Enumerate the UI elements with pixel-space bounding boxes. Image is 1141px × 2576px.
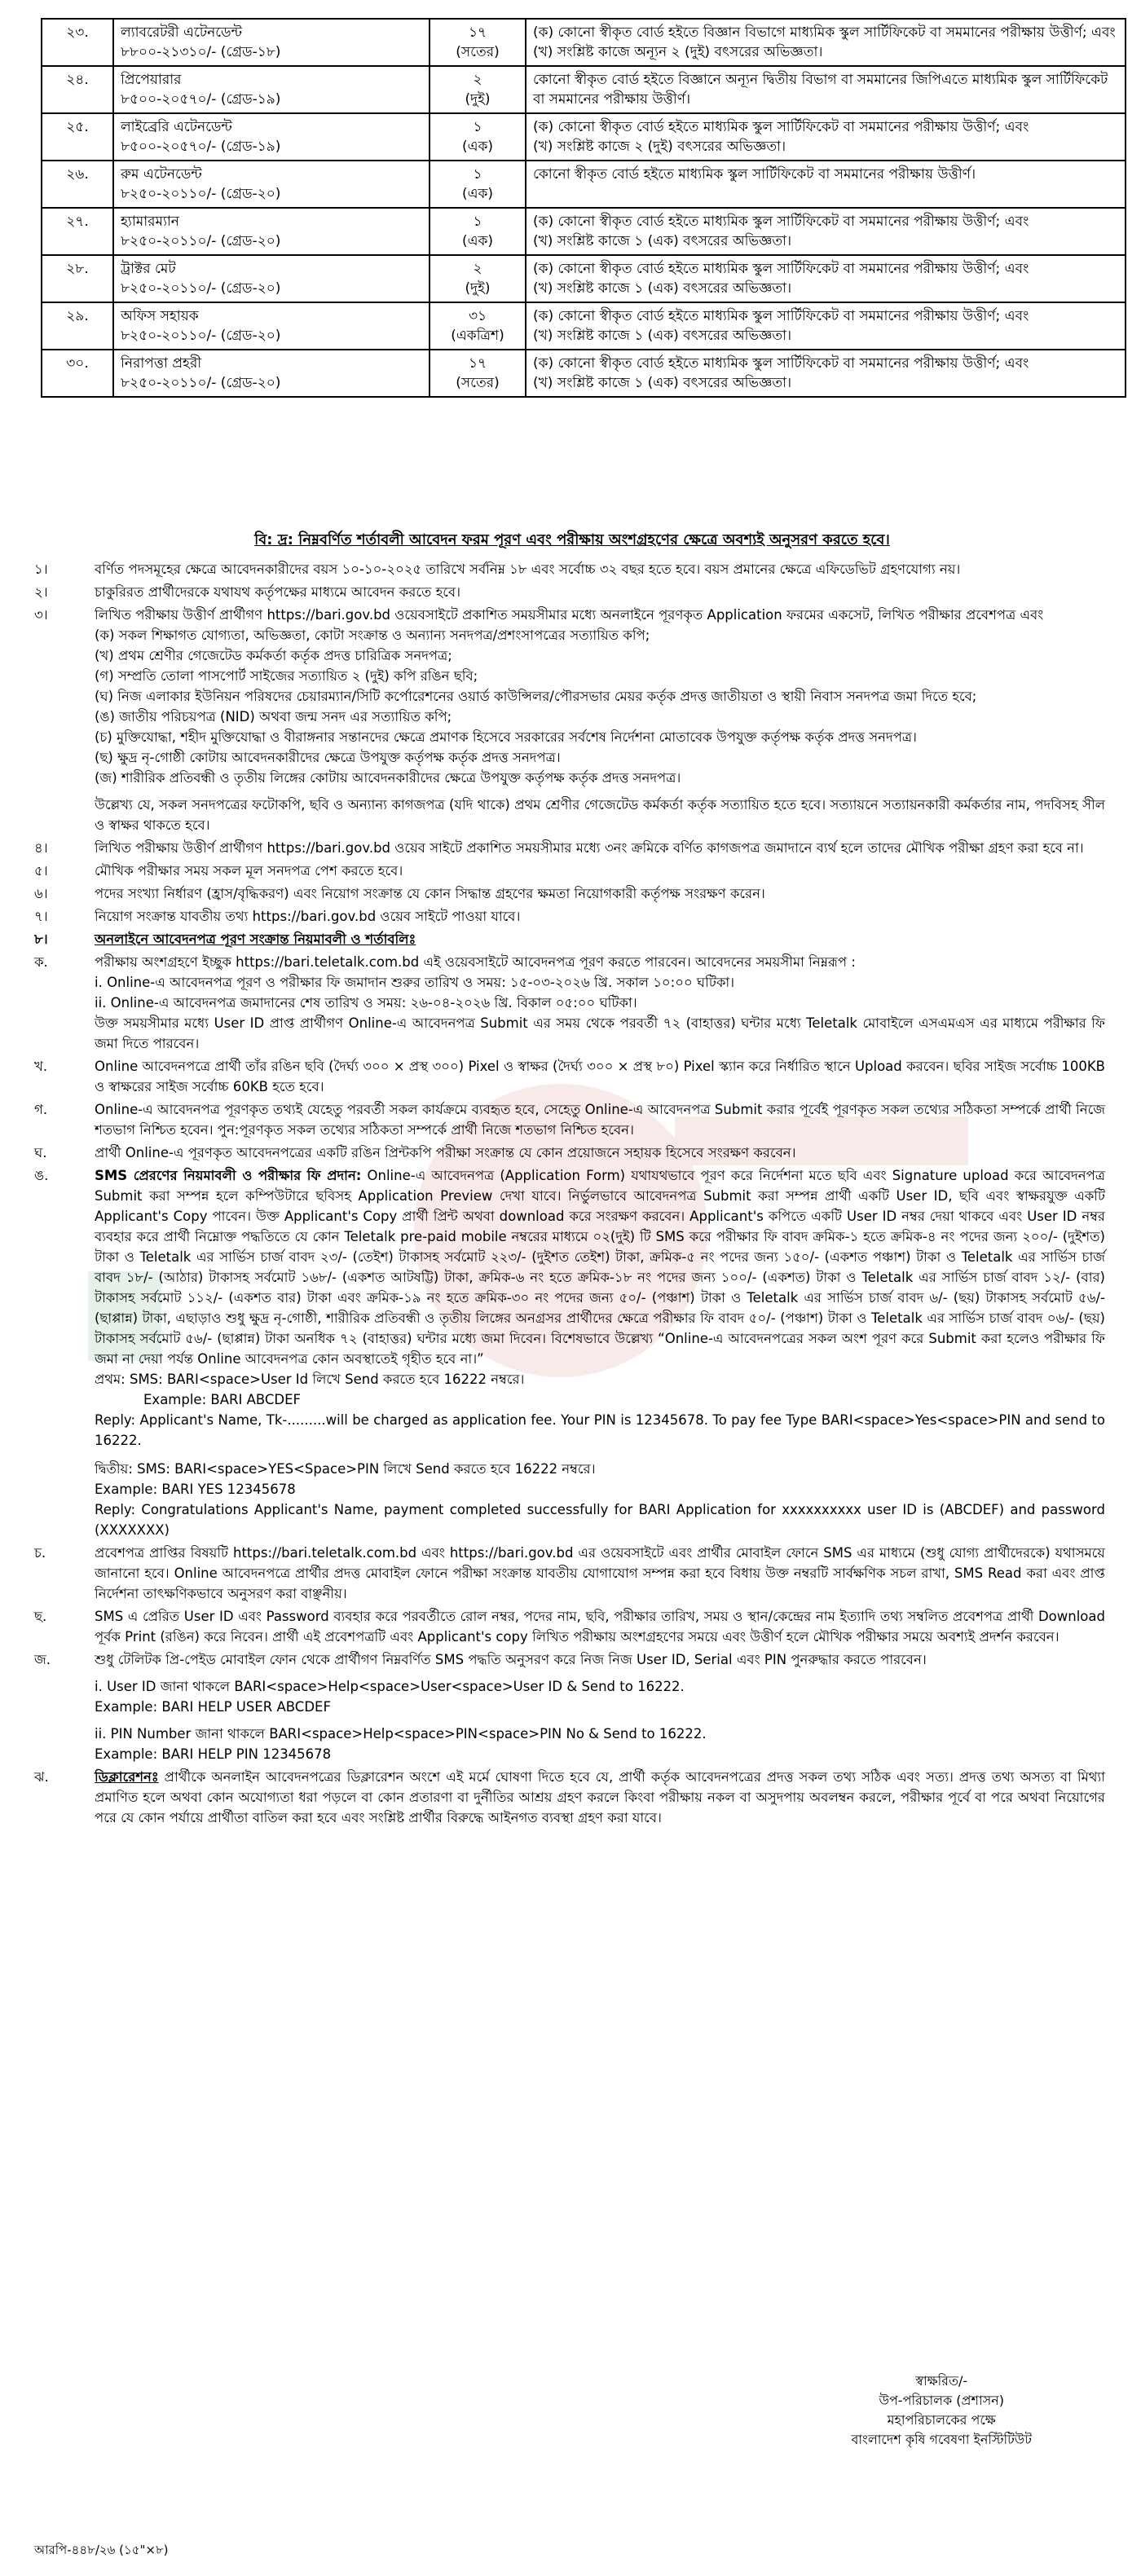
- rule-7: ৭। নিয়োগ সংক্রান্ত যাবতীয় তথ্য https://bari.gov.bd ওয়েব সাইটে পাওয়া যাবে।: [34, 909, 521, 924]
- pay-scale: ৮২৫০-২০১১০/- (গ্রেড-২০): [121, 280, 281, 297]
- qualification: (খ) সংশ্লিষ্ট কাজে ১ (এক) বৎসরের অভিজ্ঞতা।: [533, 233, 792, 249]
- post-name: প্রিপেয়ারার: [121, 72, 182, 88]
- pay-scale: ৮২৫০-২০১১০/- (গ্রেড-২০): [121, 328, 281, 344]
- rule-8-k: ক. পরীক্ষায় অংশগ্রহণে ইচ্ছুক https://bari.teletalk.com.bd এই ওয়েবসাইটে আবেদনপত্র পূরণ করতে পারবেন। আবেদনের সময়সীমা নিম্নরূপ : i. Online-এ আবেদনপত্র পূরণ ও পরীক্ষার ফি জমাদান শুরুর তারিখ ও সময়: ১৫-০৩-২০২৬ খ্রি. সকাল ১০:০০ ঘটিকা। ii. Online-এ আবেদনপত্র জমাদানের শেষ তারিখ ও সময়: ২৬-০৪-২০২৬ খ্রি. বিকাল ০৫:০০ ঘটিকা। উক্ত সময়সীমার মধ্যে User ID প্রাপ্ত প্রার্থীগণ Online-এ আবেদনপত্র Submit এর সময় থেকে পরবর্তী ৭২ (বাহাত্তর) ঘন্টার মধ্যে Teletalk মোবাইলে এসএমএস এর মাধ্যমে পরীক্ষার ফি জমা দিতে পারবেন।: [34, 954, 1105, 1051]
- rule-3-item: (ক) সকল শিক্ষাগত যোগ্যতা, অভিজ্ঞতা, কোটা সংক্রান্ত ও অন্যান্য সনদপত্র/প্রশংসাপত্রের সত্যায়িত কপি;: [95, 627, 650, 643]
- post-count: ১৭: [468, 355, 487, 372]
- post-count-words: (দুই): [465, 280, 491, 297]
- table-row: [42, 208, 1126, 255]
- qualification: কোনো স্বীকৃত বোর্ড হইতে মাধ্যমিক স্কুল সার্টিফিকেট বা সমমানের পরীক্ষায় উত্তীর্ণ।: [533, 166, 976, 183]
- rule-8-jh: ঝ. ডিক্লারেশনঃ প্রার্থীকে অনলাইন আবেদনপত্রের ডিক্লারেশন অংশে এই মর্মে ঘোষণা দিতে হবে যে, প্রার্থী কর্তৃক আবেদনপত্রের প্রদত্ত সকল তথ্য সঠিক এবং সত্য। প্রদত্ত তথ্য অসত্য বা মিথ্যা প্রমাণিত হলে অথবা কোন অযোগ্যতা ধরা পড়লে বা কোন প্রতারণা বা দুর্নীতির আশ্রয় গ্রহণ করলে কিংবা পরীক্ষায় নকল বা অসুদপায় অবলম্বন করলে, পরীক্ষার পূর্বে বা পরে অথবা নিয়োগের পরে যে কোন পর্যায়ে প্রার্থীতা বাতিল করা হবে এবং সংশ্লিষ্ট প্রার্থীর বিরুদ্ধে আইনগত ব্যবস্থা গ্রহণ করা যাবে।: [34, 1769, 1105, 1825]
- table-row: [42, 255, 1126, 302]
- post-name: ল্যাবরেটরী এটেনডেন্ট: [121, 24, 242, 41]
- pay-scale: ৮২৫০-২০১১০/- (গ্রেড-২০): [121, 186, 281, 202]
- serial-number: ২৬.: [66, 166, 89, 183]
- rule-3-item: (চ) মুক্তিযোদ্ধা, শহীদ মুক্তিযোদ্ধা ও বীরাঙ্গনার সন্তানদের ক্ষেত্রে প্রমাণক হিসেবে সরকারের সর্বশেষ নির্দেশনা মোতাবেক উপযুক্ত কর্তৃপক্ষ কর্তৃক প্রদত্ত সনদপত্র।: [95, 729, 917, 745]
- post-name: অফিস সহায়ক: [121, 308, 199, 324]
- posts-table: [41, 18, 1126, 398]
- table-row: [42, 302, 1126, 350]
- rule-3-item: (ছ) ক্ষুদ্র নৃ-গোষ্ঠী কোটায় আবেদনকারীদের ক্ষেত্রে উপযুক্ত কর্তৃপক্ষ কর্তৃক প্রদত্ত সনদপত্র।: [95, 750, 561, 765]
- rule-2: ২। চাকুরিরত প্রার্থীদেরকে যথাযথ কর্তৃপক্ষের মাধ্যমে আবেদন করতে হবে।: [34, 584, 460, 600]
- rule-3-item: (জ) শারীরিক প্রতিবন্ধী ও তৃতীয় লিঙ্গের কোটায় আবেদনকারীদের ক্ষেত্রে উপযুক্ত কর্তৃপক্ষ কর্তৃক প্রদত্ত সনদপত্র।: [95, 770, 681, 786]
- post-name: নিরাপত্তা প্রহরী: [121, 355, 202, 372]
- table-row: [42, 161, 1126, 208]
- rule-8-ng: ঙ. SMS প্রেরণের নিয়মাবলী ও পরীক্ষার ফি প্রদান: Online-এ আবেদনপত্র (Application Form) যথাযথভাবে পূরণ করে নির্দেশনা মতে ছবি এবং Signature upload করে আবেদনপত্র Submit করা সম্পন্ন হলে কম্পিউটারে ছবিসহ Application Preview দেখা যাবে। নির্ভুলভাবে আবেদনপত্র Submit করা সম্পন্ন প্রার্থী একটি User ID, ছবি এবং স্বাক্ষরযুক্ত একটি Applicant's Copy পাবেন। উক্ত Applicant's Copy প্রার্থী প্রিন্ট অথবা download করে সংরক্ষণ করবেন। Applicant's কপিতে একটি User ID নম্বর দেয়া থাকবে এবং User ID নম্বর ব্যবহার করে প্রার্থী নিম্নোক্ত পদ্ধতিতে যে কোন Teletalk pre-paid mobile নম্বরের মাধ্যমে ০২(দুই) টি SMS করে পরীক্ষার ফি বাবদ ক্রমিক-১ হতে ক্রমিক-৪ নং পদের জন্য ২০০/- (দুইশত) টাকা ও Teletalk এর সার্ভিস চার্জ বাবদ ২৩/- (তেইশ) টাকাসহ সর্বমোট ২২৩/- (দুইশত তেইশ) টাকা, ক্রমিক-৫ নং পদের জন্য ১৫০/- (একশত পঞ্চাশ) টাকা ও Teletalk এর সার্ভিস চার্জ বাবদ ১৮/- (আঠার) টাকাসহ সর্বমোট ১৬৮/- (একশত আটষট্টি) টাকা, ক্রমিক-৬ নং হতে ক্রমিক-১৮ নং পদের জন্য ১০০/- (একশত) টাকা ও Teletalk এর সার্ভিস চার্জ বাবদ ১২/- (বার) টাকাসহ সর্বমোট ১১২/- (একশত বার) টাকা এবং ক্রমিক-১৯ নং হতে ক্রমিক-৩০ নং পদের জন্য ৫০/- (পঞ্চাশ) টাকা ও Teletalk এর সার্ভিস চার্জ বাবদ ৬/- (ছয়) টাকাসহ সর্বমোট ৫৬/- (ছাপ্পান্ন) টাকা, এছাড়াও শুধু ক্ষুদ্র নৃ-গোষ্ঠী, শারীরিক প্রতিবন্ধী ও তৃতীয় লিঙ্গের অনগ্রসর প্রার্থীদের ক্ষেত্রে পরীক্ষার ফি বাবদ ৫০/- (পঞ্চাশ) টাকা ও Teletalk এর সার্ভিস চার্জ বাবদ ০৬/- (ছয়) টাকাসহ সর্বমোট ৫৬/- (ছাপ্পান্ন) টাকা অনধিক ৭২ (বাহাত্তর) ঘন্টার মধ্যে জমা দিবেন। বিশেষভাবে উল্লেখ্য “Online-এ আবেদনপত্রের সকল অংশ পূরণ করে Submit করা হলেও পরীক্ষার ফি জমা না দেয়া পর্যন্ত Online আবেদনপত্র কোন অবস্থাতেই গৃহীত হবে না।” প্রথম: SMS: BARI<space>User Id লিখে Send করতে হবে 16222 নম্বরে। Example: BARI ABCDEF Reply: Applicant's Name, Tk-.........will be charged as application fee. Your PIN is 12345678. To pay fee Type BARI<space>Yes<space>PIN and send to 16222. দ্বিতীয়: SMS: BARI<space>YES<Space>PIN লিখে Send করতে হবে 16222 নম্বরে। Example: BARI YES 12345678 Reply: Congratulations Applicant's Name, payment completed successfully for BARI Application for xxxxxxxxxx user ID is (ABCDEF) and password (XXXXXXX): [34, 1168, 1105, 1538]
- pay-scale: ৮২৫০-২০১১০/- (গ্রেড-২০): [121, 375, 281, 391]
- post-count-words: (এক): [461, 233, 494, 249]
- table-row: [42, 113, 1126, 161]
- serial-number: ২৯.: [66, 308, 89, 324]
- rule-8-g: গ. Online-এ আবেদনপত্র পূরণকৃত তথ্যই যেহেতু পরবর্তী সকল কার্যক্রমে ব্যবহৃত হবে, সেহেতু Online-এ আবেদনপত্র Submit করার পূর্বেই পূরণকৃত সকল তথ্যের সঠিকতা সম্পর্কে প্রার্থী নিজে শতভাগ নিশ্চিত হবেন। পুন:পূরণকৃত সকল তথ্যের সঠিকতা সম্পর্কে প্রার্থী নিজে শতভাগ নিশ্চিত হবেন।: [34, 1102, 1105, 1138]
- qualification: (ক) কোনো স্বীকৃত বোর্ড হইতে মাধ্যমিক স্কুল সার্টিফিকেট বা সমমানের পরীক্ষায় উত্তীর্ণ; এবং: [533, 214, 1029, 230]
- post-count-words: (সতের): [456, 375, 500, 391]
- rule-8: ৮। অনলাইনে আবেদনপত্র পূরণ সংক্রান্ত নিয়মাবলী ও শর্তাবলিঃ: [34, 931, 416, 947]
- pay-scale: ৮৫০০-২০৫৭০/- (গ্রেড-১৯): [121, 139, 281, 155]
- qualification: (ক) কোনো স্বীকৃত বোর্ড হইতে মাধ্যমিক স্কুল সার্টিফিকেট বা সমমানের পরীক্ষায় উত্তীর্ণ; এবং: [533, 355, 1029, 372]
- post-count: ২: [473, 72, 482, 88]
- post-count: ২: [473, 261, 482, 277]
- pay-scale: ৮৫০০-২০৫৭০/- (গ্রেড-১৯): [121, 91, 281, 108]
- post-count: ১: [473, 166, 482, 183]
- rule-3-note: উল্লেখ্য যে, সকল সনদপত্রের ফটোকপি, ছবি ও অন্যান্য কাগজপত্র (যদি থাকে) প্রথম শ্রেণীর গেজেটেড কর্মকর্তা কর্তৃক সত্যায়িত হতে হবে। সত্যায়নে সত্যায়নকারী কর্মকর্তার নাম, পদবিসহ সীল ও স্বাক্ষর থাকতে হবে।: [95, 797, 1105, 833]
- qualification: (খ) সংশ্লিষ্ট কাজে ১ (এক) বৎসরের অভিজ্ঞতা।: [533, 280, 792, 297]
- post-count-words: (দুই): [465, 91, 491, 108]
- rules-section: [23, 559, 1121, 1830]
- post-count: ১৭: [468, 24, 487, 41]
- notice-page: [23, 0, 1121, 2576]
- pay-scale: ৮২৫০-২০১১০/- (গ্রেড-২০): [121, 233, 281, 249]
- rule-3-item: (ঙ) জাতীয় পরিচয়পত্র (NID) অথবা জন্ম সনদ এর সত্যায়িত কপি;: [95, 709, 452, 724]
- post-count-words: (একত্রিশ): [451, 328, 504, 344]
- serial-number: ২৭.: [66, 214, 89, 230]
- qualification: (খ) সংশ্লিষ্ট কাজে ১ (এক) বৎসরের অভিজ্ঞতা।: [533, 328, 792, 344]
- rule-8-kh: খ. Online আবেদনপত্রে প্রার্থী তাঁর রঙিন ছবি (দৈর্ঘ্য ৩০০ × প্রস্থ ৩০০) Pixel ও স্বাক্ষর (দৈর্ঘ্য ৩০০ × প্রস্থ ৮০) Pixel স্ক্যান করে নির্ধারিত স্থানে Upload করবেন। ছবির সাইজ সর্বোচ্চ 100KB ও স্বাক্ষরের সাইজ সর্বোচ্চ 60KB হতে হবে।: [34, 1059, 1105, 1094]
- post-name: রুম এটেনডেন্ট: [121, 166, 202, 183]
- post-name: লাইব্রেরি এটেনডেন্ট: [121, 119, 232, 135]
- qualification: কোনো স্বীকৃত বোর্ড হইতে বিজ্ঞানে অন্যূন দ্বিতীয় বিভাগ বা সমমানের জিপিএতে মাধ্যমিক স্কুল সার্টিফিকেট বা সমমানের পরীক্ষায় উত্তীর্ণ।: [533, 72, 1108, 108]
- qualification: (খ) সংশ্লিষ্ট কাজে অন্যূন ২ (দুই) বৎসরের অভিজ্ঞতা।: [533, 44, 823, 60]
- pay-scale: ৮৮০০-২১৩১০/- (গ্রেড-১৮): [121, 44, 281, 60]
- rule-6: ৬। পদের সংখ্যা নির্ধারণ (হ্রাস/বৃদ্ধিকরণ) এবং নিয়োগ সংক্রান্ত যে কোন সিদ্ধান্ত গ্রহণের ক্ষমতা নিয়োগকারী কর্তৃপক্ষ সংরক্ষণ করেন।: [34, 886, 765, 901]
- qualification: (ক) কোনো স্বীকৃত বোর্ড হইতে বিজ্ঞান বিভাগে মাধ্যমিক স্কুল সার্টিফিকেট বা সমমানের পরীক্ষায় উত্তীর্ণ; এবং: [533, 24, 1116, 41]
- rule-8-chh: ছ. SMS এ প্রেরিত User ID এবং Password ব্যবহার করে পরবর্তীতে রোল নম্বর, পদের নাম, ছবি, পরীক্ষার তারিখ, সময় ও স্থান/কেন্দ্রের নাম ইত্যাদি তথ্য সম্বলিত প্রবেশপত্র প্রার্থী Download পূর্বক Print (রঙিন) করে নিবেন। প্রার্থী এই প্রবেশপত্রটি এবং Applicant's copy লিখিত পরীক্ষায় অংশগ্রহণের সময়ে এবং উত্তীর্ণ হলে মৌখিক পরীক্ষার সময়ে অবশ্যই প্রদর্শন করবেন।: [34, 1609, 1105, 1645]
- rule-8-ch: চ. প্রবেশপত্র প্রাপ্তির বিষয়টি https://bari.teletalk.com.bd এবং https://bari.gov.bd এর ওয়েবসাইটে এবং প্রার্থীর মোবাইল ফোনে SMS এর মাধ্যমে (শুধু যোগ্য প্রার্থীদেরকে) যথাসময়ে জানানো হবে। Online আবেদনপত্রে প্রার্থীর প্রদত্ত মোবাইল ফোনে পরীক্ষা সংক্রান্ত যাবতীয় যোগাযোগ সম্পন্ন করা হবে বিধায় উক্ত নম্বরটি সার্বক্ষণিক সচল রাখা, SMS Read করা এবং প্রাপ্ত নির্দেশনা তাৎক্ষণিকভাবে অনুসরণ করা বাঞ্ছনীয়।: [34, 1545, 1105, 1601]
- post-name: ট্রাক্টর মেট: [121, 261, 176, 277]
- table-row: [42, 350, 1126, 397]
- table-row: [42, 19, 1126, 66]
- rule-3-item: (খ) প্রথম শ্রেণীর গেজেটেড কর্মকর্তা কর্তৃক প্রদত্ত চারিত্রিক সনদপত্র;: [95, 648, 452, 663]
- rule-8-j: জ. শুধু টেলিটক প্রি-পেইড মোবাইল ফোন থেকে প্রার্থীগণ নিম্নবর্ণিত SMS পদ্ধতি অনুসরণ করে নিজ নিজ User ID, Serial এবং PIN পুনরুদ্ধার করতে পারবেন। i. User ID জানা থাকলে BARI<space>Help<space>User<space>User ID & Send to 16222. Example: BARI HELP USER ABCDEF ii. PIN Number জানা থাকলে BARI<space>Help<space>PIN<space>PIN No & Send to 16222. Example: BARI HELP PIN 12345678: [34, 1652, 927, 1762]
- rule-1: ১। বর্ণিত পদসমূহের ক্ষেত্রে আবেদনকারীদের বয়স ১০-১০-২০২৫ তারিখে সর্বনিম্ন ১৮ এবং সর্বোচ্চ ৩২ বছর হতে হবে। বয়স প্রমানের ক্ষেত্রে এফিডেভিট গ্রহণযোগ্য নয়।: [34, 561, 961, 577]
- serial-number: ২৩.: [66, 24, 89, 41]
- post-count-words: (সতের): [456, 44, 500, 60]
- serial-number: ২৪.: [66, 72, 89, 88]
- post-count-words: (এক): [461, 139, 494, 155]
- qualification: (ক) কোনো স্বীকৃত বোর্ড হইতে মাধ্যমিক স্কুল সার্টিফিকেট বা সমমানের পরীক্ষায় উত্তীর্ণ; এবং: [533, 261, 1029, 277]
- rule-8-gh: ঘ. প্রার্থী Online-এ পূরণকৃত আবেদনপত্রের একটি রঙিন প্রিন্টকপি পরীক্ষা সংক্রান্ত যে কোন প্রয়োজনে সহায়ক হিসেবে সংরক্ষণ করবেন।: [34, 1145, 796, 1160]
- post-count-words: (এক): [461, 186, 494, 202]
- qualification: (খ) সংশ্লিষ্ট কাজে ১ (এক) বৎসরের অভিজ্ঞতা।: [533, 375, 792, 391]
- rule-3: ৩। লিখিত পরীক্ষায় উত্তীর্ণ প্রার্থীগণ https://bari.gov.bd ওয়েবসাইটে প্রকাশিত সময়সীমার মধ্যে অনলাইনে পূরণকৃত Application ফরমের একসেট, লিখিত পরীক্ষার প্রবেশপত্র এবং (ক) সকল শিক্ষাগত যোগ্যতা, অভিজ্ঞতা, কোটা সংক্রান্ত ও অন্যান্য সনদপত্র/প্রশংসাপত্রের সত্যায়িত কপি; (খ) প্রথম শ্রেণীর গেজেটেড কর্মকর্তা কর্তৃক প্রদত্ত চারিত্রিক সনদপত্র; (গ) সম্প্রতি তোলা পাসপোর্ট সাইজের সত্যায়িত ২ (দুই) কপি রঙিন ছবি; (ঘ) নিজ এলাকার ইউনিয়ন পরিষদের চেয়ারম্যান/সিটি কর্পোরেশনের ওয়ার্ড কাউন্সিলর/পৌরসভার মেয়র কর্তৃক প্রদত্ত জাতীয়তা ও স্থায়ী নিবাস সনদপত্র জমা দিতে হবে; (ঙ) জাতীয় পরিচয়পত্র (NID) অথবা জন্ম সনদ এর সত্যায়িত কপি; (চ) মুক্তিযোদ্ধা, শহীদ মুক্তিযোদ্ধা ও বীরাঙ্গনার সন্তানদের ক্ষেত্রে প্রমাণক হিসেবে সরকারের সর্বশেষ নির্দেশনা মোতাবেক উপযুক্ত কর্তৃপক্ষ কর্তৃক প্রদত্ত সনদপত্র। (ছ) ক্ষুদ্র নৃ-গোষ্ঠী কোটায় আবেদনকারীদের ক্ষেত্রে উপযুক্ত কর্তৃপক্ষ কর্তৃক প্রদত্ত সনদপত্র। (জ) শারীরিক প্রতিবন্ধী ও তৃতীয় লিঙ্গের কোটায় আবেদনকারীদের ক্ষেত্রে উপযুক্ত কর্তৃপক্ষ কর্তৃক প্রদত্ত সনদপত্র। উল্লেখ্য যে, সকল সনদপত্রের ফটোকপি, ছবি ও অন্যান্য কাগজপত্র (যদি থাকে) প্রথম শ্রেণীর গেজেটেড কর্মকর্তা কর্তৃক সত্যায়িত হতে হবে। সত্যায়নে সত্যায়নকারী কর্মকর্তার নাম, পদবিসহ সীল ও স্বাক্ষর থাকতে হবে।: [23, 605, 1121, 835]
- notice-title: বি: দ্র: নিম্নবর্ণিত শর্তাবলী আবেদন ফরম পূরণ এবং পরীক্ষায় অংশগ্রহণের ক্ষেত্রে অবশ্যই অনুসরণ করতে হবে।: [254, 531, 890, 548]
- rule-3-item: (গ) সম্প্রতি তোলা পাসপোর্ট সাইজের সত্যায়িত ২ (দুই) কপি রঙিন ছবি;: [95, 668, 478, 684]
- rule-5: ৫। মৌখিক পরীক্ষার সময় সকল মূল সনদপত্র পেশ করতে হবে।: [34, 863, 403, 878]
- rule-3-item: (ঘ) নিজ এলাকার ইউনিয়ন পরিষদের চেয়ারম্যান/সিটি কর্পোরেশনের ওয়ার্ড কাউন্সিলর/পৌরসভার মেয়র কর্তৃক প্রদত্ত জাতীয়তা ও স্থায়ী নিবাস সনদপত্র জমা দিতে হবে;: [95, 689, 977, 704]
- post-count: ১: [473, 214, 482, 230]
- qualification: (খ) সংশ্লিষ্ট কাজে ২ (দুই) বৎসরের অভিজ্ঞতা।: [533, 139, 786, 155]
- qualification: (ক) কোনো স্বীকৃত বোর্ড হইতে মাধ্যমিক স্কুল সার্টিফিকেট বা সমমানের পরীক্ষায় উত্তীর্ণ; এবং: [533, 308, 1029, 324]
- serial-number: ৩০.: [66, 355, 89, 372]
- serial-number: ২৮.: [66, 261, 89, 277]
- table-row: [42, 66, 1126, 113]
- post-count: ১: [473, 119, 482, 135]
- print-code: আরপি-৪৪৮/২৬ (১৫"×৮): [34, 2543, 169, 2557]
- signature-block: স্বাক্ষরিত/- উপ-পরিচালক (প্রশাসন) মহাপরিচালকের পক্ষে বাংলাদেশ কৃষি গবেষণা ইনস্টিটিউট: [851, 2373, 1032, 2447]
- serial-number: ২৫.: [66, 119, 89, 135]
- post-name: হ্যামারম্যান: [121, 214, 179, 230]
- qualification: (ক) কোনো স্বীকৃত বোর্ড হইতে মাধ্যমিক স্কুল সার্টিফিকেট বা সমমানের পরীক্ষায় উত্তীর্ণ; এবং: [533, 119, 1029, 135]
- rule-4: ৪। লিখিত পরীক্ষায় উত্তীর্ণ প্রার্থীগণ https://bari.gov.bd ওয়েব সাইটে প্রকাশিত সময়সীমার মধ্যে ৩নং ক্রমিকে বর্ণিত কাগজপত্র জমাদানে ব্যর্থ হলে তাদের মৌখিক পরীক্ষা গ্রহণ করা হবে না।: [34, 840, 1084, 856]
- post-count: ৩১: [468, 308, 487, 324]
